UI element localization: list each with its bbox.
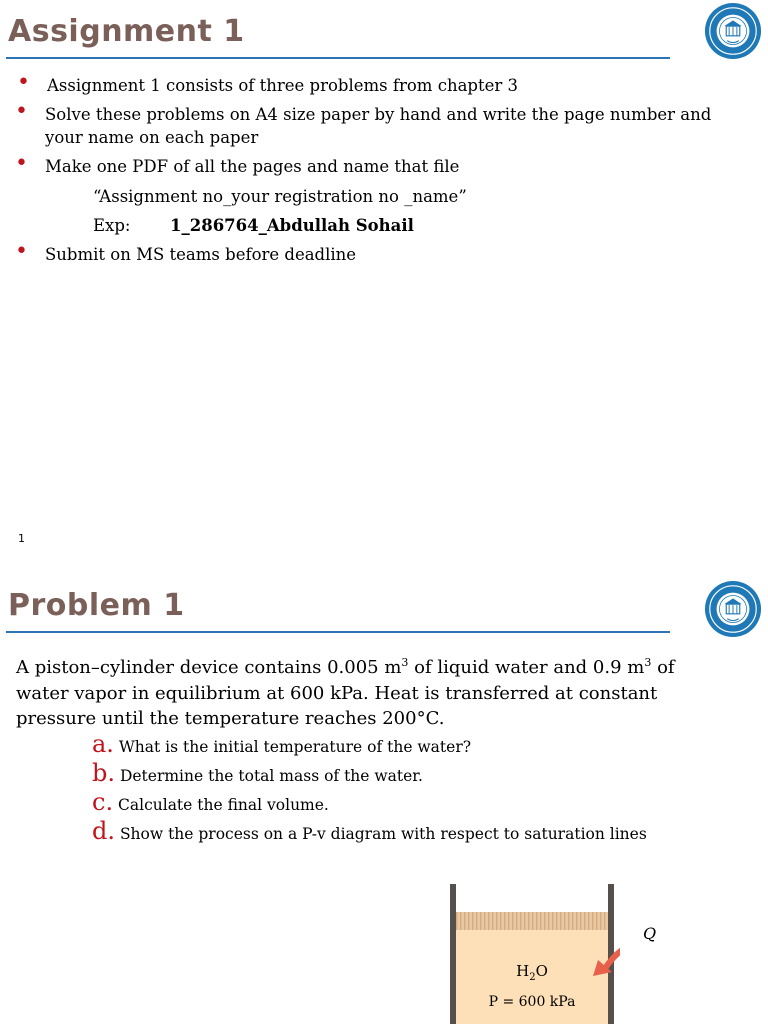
- cylinder-wall-left: [450, 884, 456, 1024]
- example-label: Exp:: [93, 216, 131, 235]
- bullet-item: • Submit on MS teams before deadline: [15, 239, 357, 264]
- heat-label: Q: [643, 924, 657, 943]
- question-item-b: [92, 759, 423, 787]
- bullet-item: • Solve these problems on A4 size paper by hand and write the page number and: [15, 99, 712, 124]
- item-text: Calculate the final volume.: [118, 796, 329, 814]
- question-item-c: [92, 788, 329, 816]
- item-text: Show the process on a P-v diagram with respect to saturation lines: [119, 825, 647, 843]
- slide-title: Problem 1: [8, 588, 185, 623]
- university-seal-logo: [704, 2, 762, 60]
- question-item-a: [92, 730, 471, 758]
- bullet-dot-icon: •: [17, 70, 30, 95]
- university-seal-logo: [704, 580, 762, 638]
- item-letter: b.: [92, 759, 115, 787]
- example-value: 1_286764_Abdullah Sohail: [170, 216, 414, 235]
- bullet-dot-icon: •: [15, 239, 28, 264]
- item-letter: c.: [92, 788, 114, 816]
- bullet-continuation: your name on each paper: [45, 128, 259, 147]
- file-name-format: “Assignment no_your registration no _name”: [93, 187, 467, 206]
- problem-statement: A piston–cylinder device contains 0.005 $m^3$ of liquid water and 0.9 $m^3$ of water vapor in equilibrium at 600 kPa. Heat is transferred at constant pressure until the temperature reaches 200°C.: [16, 656, 675, 729]
- bullet-item: • Make one PDF of all the pages and name that file: [15, 151, 460, 176]
- question-item-d: [92, 817, 647, 845]
- item-text: What is the initial temperature of the water?: [118, 738, 472, 756]
- piston-cylinder-figure: [448, 884, 620, 1024]
- page-number: 1: [18, 532, 25, 545]
- slide-title: Assignment 1: [8, 14, 245, 49]
- item-text: Determine the total mass of the water.: [119, 767, 423, 785]
- slide-problem: [0, 578, 768, 1024]
- title-rule: [6, 631, 670, 633]
- bullet-dot-icon: •: [15, 151, 28, 176]
- title-rule: [6, 57, 670, 59]
- substance-label: $H_2O$: [516, 962, 548, 983]
- bullet-dot-icon: •: [15, 99, 28, 124]
- pressure-label: P = 600 kPa: [488, 994, 576, 1010]
- item-letter: d.: [92, 817, 115, 845]
- item-letter: a.: [92, 730, 114, 758]
- piston: [456, 912, 608, 930]
- bullet-item: • Assignment 1 consists of three problems from chapter 3: [17, 70, 518, 95]
